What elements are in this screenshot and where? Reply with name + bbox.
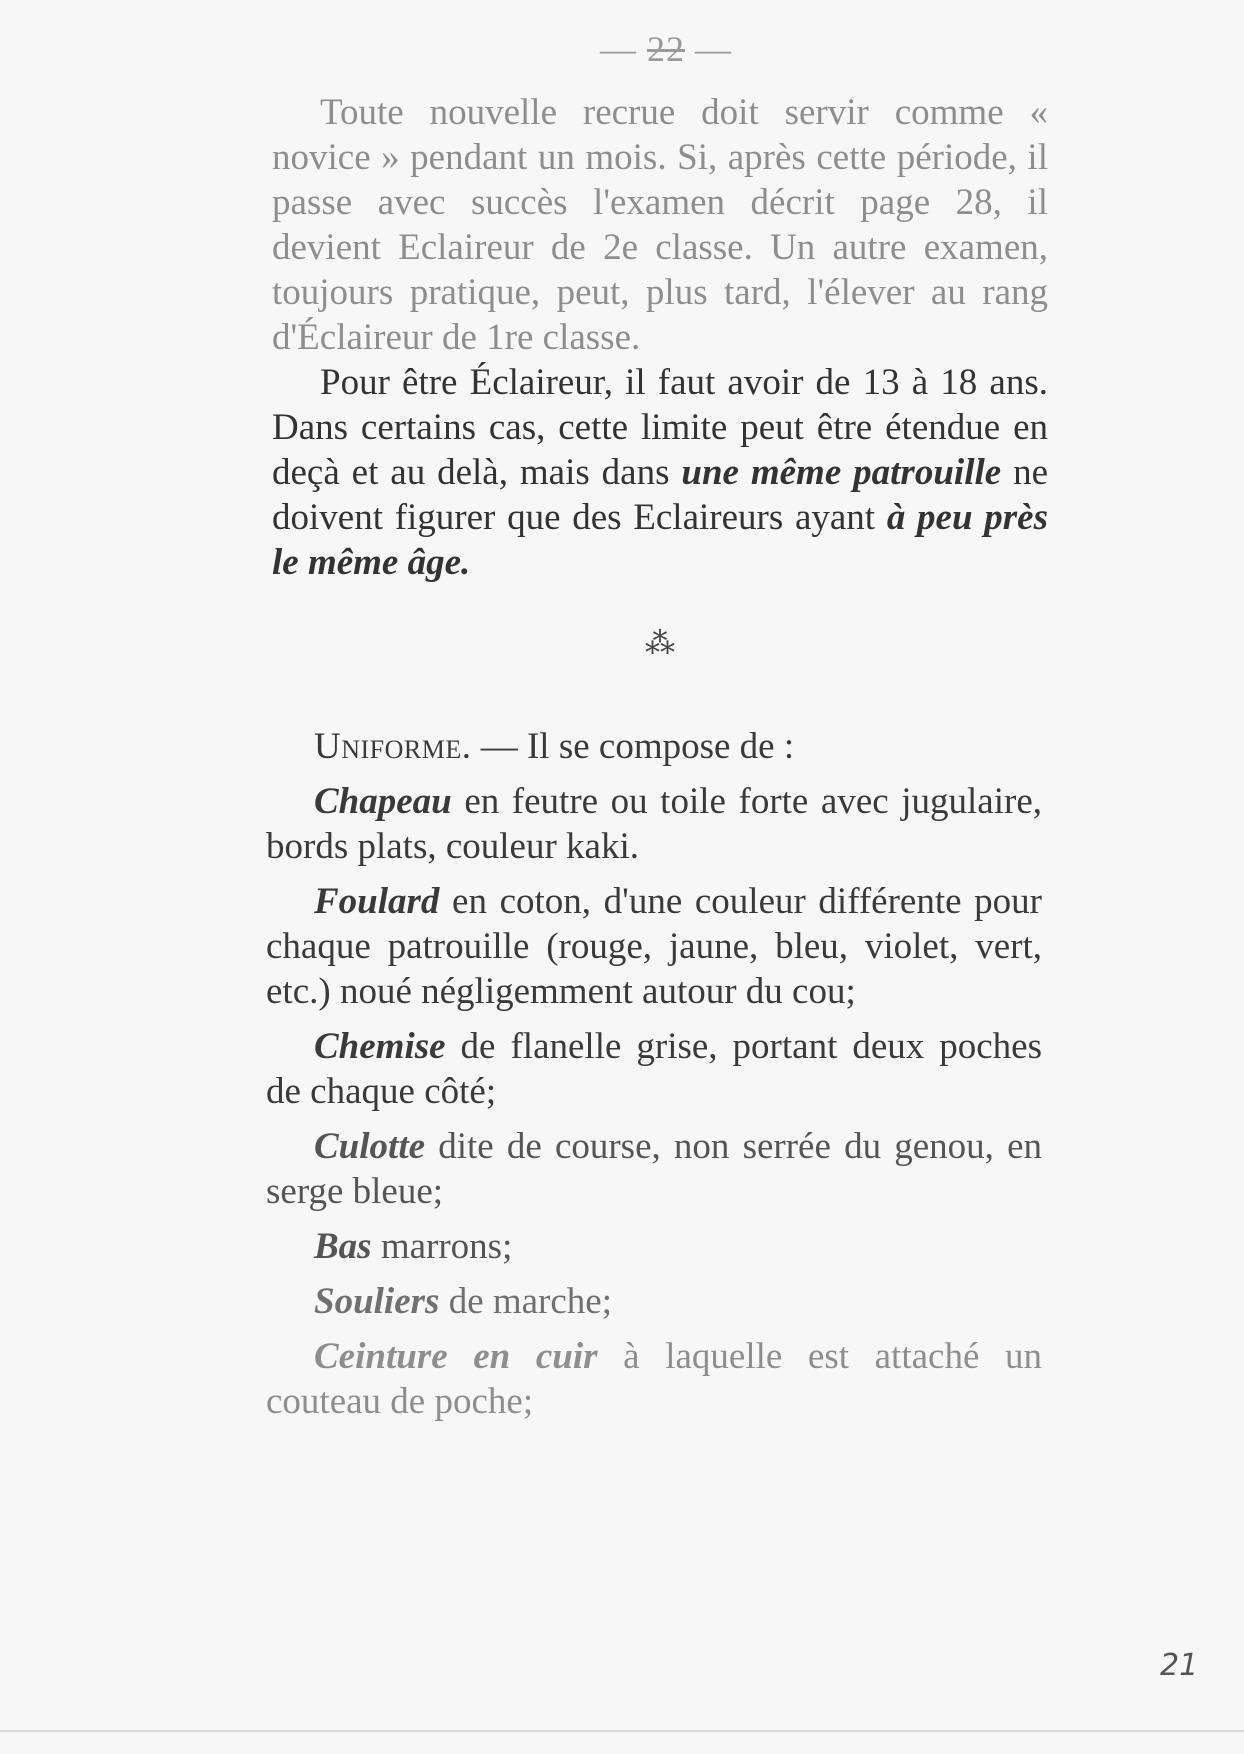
uniform-heading-tail: — Il se compose de : bbox=[471, 726, 795, 767]
uniform-item-term: Ceinture en cuir bbox=[314, 1336, 598, 1377]
handwritten-folio: 21 bbox=[1160, 1648, 1199, 1683]
uniform-item bbox=[266, 879, 1042, 1014]
page-header-number: — 22 — bbox=[600, 29, 732, 69]
uniform-item-term: Chemise bbox=[314, 1026, 446, 1067]
uniform-item-text: dite de course, non serrée du genou, en serge bleue; bbox=[266, 1126, 1042, 1212]
uniform-item-term: Foulard bbox=[314, 881, 440, 922]
uniform-heading bbox=[266, 724, 1042, 769]
age-paragraph-block bbox=[272, 360, 1048, 585]
uniform-section bbox=[266, 724, 1042, 1434]
uniform-item-term: Souliers bbox=[314, 1281, 440, 1322]
uniform-item bbox=[266, 1024, 1042, 1114]
intro-paragraph-block bbox=[272, 90, 1048, 360]
uniform-item-text: de flanelle grise, portant deux poches de chaque côté; bbox=[266, 1026, 1042, 1112]
age-italic-1: une même patrouille bbox=[681, 452, 1002, 493]
uniform-item-text: marrons; bbox=[371, 1226, 513, 1267]
uniform-item bbox=[266, 1224, 1042, 1269]
uniform-item-text: à laquelle est attaché un couteau de poche; bbox=[266, 1336, 1042, 1422]
uniform-item-text: de marche; bbox=[439, 1281, 613, 1322]
uniform-item-text: en coton, d'une couleur différente pour chaque patrouille (rouge, jaune, bleu, violet, vert, etc.) noué négligemment autour du cou; bbox=[266, 881, 1042, 1012]
uniform-heading-title: Uniforme. bbox=[314, 726, 472, 767]
uniform-item-term: Culotte bbox=[314, 1126, 426, 1167]
uniform-item bbox=[266, 779, 1042, 869]
age-text-before: Pour être Éclaireur, il faut avoir de 13 à 18 ans. Dans certains cas, cette limite peut être étendue en deçà et au delà, mais dans bbox=[272, 362, 1048, 493]
uniform-item-term: Chapeau bbox=[314, 781, 452, 822]
asterism-divider: ⁂ bbox=[645, 627, 675, 660]
uniform-item bbox=[266, 1124, 1042, 1214]
age-text-middle: ne doivent figurer que des Eclaireurs ayant bbox=[272, 452, 1049, 538]
uniform-item-text: en feutre ou toile forte avec jugulaire, bords plats, couleur kaki. bbox=[266, 781, 1042, 867]
uniform-item bbox=[266, 1334, 1042, 1424]
uniform-item-term: Bas bbox=[314, 1226, 372, 1267]
age-paragraph bbox=[272, 360, 1048, 585]
header-number: 22 bbox=[647, 29, 685, 69]
uniform-item bbox=[266, 1279, 1042, 1324]
age-italic-2: à peu près le même âge. bbox=[272, 497, 1048, 583]
scan-edge-line bbox=[0, 1730, 1244, 1732]
intro-paragraph: Toute nouvelle recrue doit servir comme « novice » pendant un mois. Si, après cette période, il passe avec succès l'examen décrit page 28, il devient Eclaireur de 2e classe. Un autre examen, toujours pratique, peut, plus tard, l'élever au rang d'Éclaireur de 1re classe. bbox=[272, 92, 1048, 358]
